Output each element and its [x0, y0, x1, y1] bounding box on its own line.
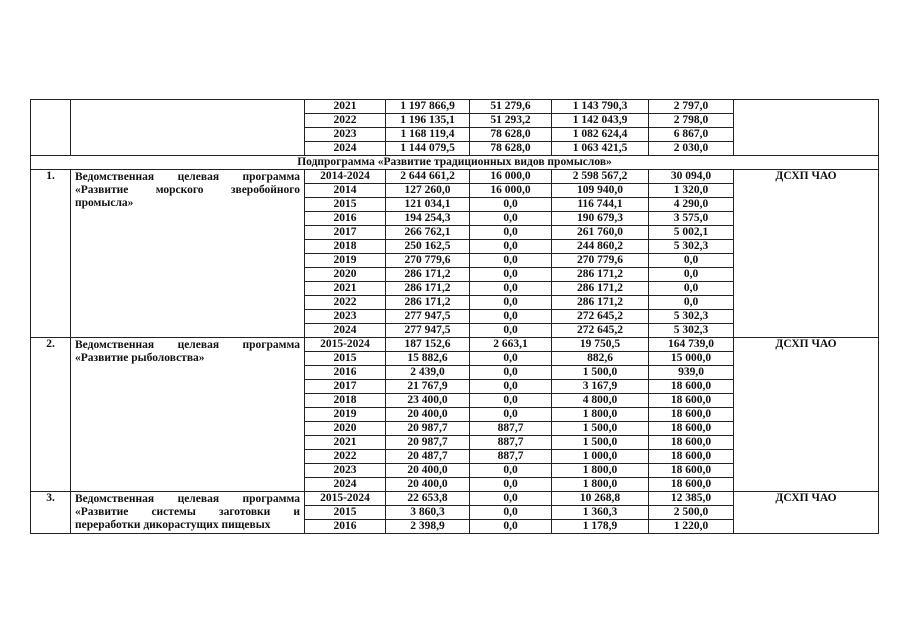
total-cell: 1 144 079,5: [386, 142, 470, 156]
regional-cell: 261 760,0: [552, 226, 649, 240]
total-cell: 121 034,1: [386, 198, 470, 212]
other-cell: 2 798,0: [649, 114, 734, 128]
year-cell: 2023: [305, 128, 386, 142]
year-cell: 2023: [305, 310, 386, 324]
regional-cell: 1 800,0: [552, 408, 649, 422]
federal-cell: 887,7: [470, 450, 552, 464]
federal-cell: 0,0: [470, 324, 552, 338]
regional-cell: 2 598 567,2: [552, 170, 649, 184]
year-cell: 2015: [305, 198, 386, 212]
federal-cell: 0,0: [470, 226, 552, 240]
federal-cell: 0,0: [470, 408, 552, 422]
total-cell: 15 882,6: [386, 352, 470, 366]
other-cell: 6 867,0: [649, 128, 734, 142]
federal-cell: 16 000,0: [470, 184, 552, 198]
total-cell: 3 860,3: [386, 506, 470, 520]
number-cell: [31, 100, 71, 156]
total-cell: 2 439,0: [386, 366, 470, 380]
year-cell: 2024: [305, 142, 386, 156]
regional-cell: 1 143 790,3: [552, 100, 649, 114]
year-cell: 2016: [305, 212, 386, 226]
total-cell: 21 767,9: [386, 380, 470, 394]
federal-cell: 0,0: [470, 464, 552, 478]
regional-cell: 116 744,1: [552, 198, 649, 212]
federal-cell: 0,0: [470, 520, 552, 534]
regional-cell: 1 142 043,9: [552, 114, 649, 128]
table-body: [31, 100, 879, 534]
regional-cell: 1 063 421,5: [552, 142, 649, 156]
federal-cell: 78 628,0: [470, 142, 552, 156]
regional-cell: 1 360,3: [552, 506, 649, 520]
federal-cell: 0,0: [470, 492, 552, 506]
other-cell: 18 600,0: [649, 436, 734, 450]
regional-cell: 1 800,0: [552, 464, 649, 478]
total-cell: 1 168 119,4: [386, 128, 470, 142]
program-executor: ДСХП ЧАО: [734, 170, 879, 338]
year-cell: 2019: [305, 408, 386, 422]
regional-cell: 272 645,2: [552, 310, 649, 324]
regional-cell: 3 167,9: [552, 380, 649, 394]
program-number: 3.: [31, 492, 71, 534]
year-cell: 2024: [305, 324, 386, 338]
other-cell: 1 220,0: [649, 520, 734, 534]
federal-cell: 0,0: [470, 506, 552, 520]
total-cell: 194 254,3: [386, 212, 470, 226]
year-cell: 2023: [305, 464, 386, 478]
other-cell: 2 797,0: [649, 100, 734, 114]
other-cell: 1 320,0: [649, 184, 734, 198]
subprogram-row: [31, 156, 879, 170]
program-name-cell: [71, 100, 305, 156]
other-cell: 18 600,0: [649, 450, 734, 464]
other-cell: 939,0: [649, 366, 734, 380]
program-name: Ведомственная целевая программа «Развитие рыболовства»: [71, 338, 305, 492]
regional-cell: 109 940,0: [552, 184, 649, 198]
regional-cell: 4 800,0: [552, 394, 649, 408]
total-cell: 2 644 661,2: [386, 170, 470, 184]
federal-cell: 0,0: [470, 198, 552, 212]
other-cell: 0,0: [649, 282, 734, 296]
subprogram-title: Подпрограмма «Развитие традиционных видов промыслов»: [31, 156, 879, 170]
total-cell: 127 260,0: [386, 184, 470, 198]
total-cell: 20 987,7: [386, 436, 470, 450]
total-cell: 266 762,1: [386, 226, 470, 240]
year-cell: 2021: [305, 436, 386, 450]
federal-cell: 2 663,1: [470, 338, 552, 352]
other-cell: 12 385,0: [649, 492, 734, 506]
regional-cell: 286 171,2: [552, 296, 649, 310]
federal-cell: 16 000,0: [470, 170, 552, 184]
federal-cell: 887,7: [470, 436, 552, 450]
year-cell: 2020: [305, 422, 386, 436]
total-cell: 187 152,6: [386, 338, 470, 352]
executor-cell: [734, 100, 879, 156]
other-cell: 18 600,0: [649, 464, 734, 478]
year-cell: 2016: [305, 520, 386, 534]
other-cell: 18 600,0: [649, 394, 734, 408]
year-cell: 2021: [305, 282, 386, 296]
table-row: [31, 338, 879, 352]
other-cell: 3 575,0: [649, 212, 734, 226]
program-name: Ведомственная целевая программа «Развитие морского зверобойного промысла»: [71, 170, 305, 338]
federal-cell: 887,7: [470, 422, 552, 436]
total-cell: 250 162,5: [386, 240, 470, 254]
total-cell: 286 171,2: [386, 296, 470, 310]
table-row: [31, 492, 879, 506]
other-cell: 2 500,0: [649, 506, 734, 520]
other-cell: 18 600,0: [649, 422, 734, 436]
other-cell: 15 000,0: [649, 352, 734, 366]
year-cell: 2015-2024: [305, 492, 386, 506]
regional-cell: 882,6: [552, 352, 649, 366]
federal-cell: 0,0: [470, 394, 552, 408]
total-cell: 20 487,7: [386, 450, 470, 464]
program-name: Ведомственная целевая программа «Развитие системы заготовки и переработки дикорастущих пищевых: [71, 492, 305, 534]
total-cell: 22 653,8: [386, 492, 470, 506]
regional-cell: 286 171,2: [552, 282, 649, 296]
year-cell: 2024: [305, 478, 386, 492]
regional-cell: 190 679,3: [552, 212, 649, 226]
other-cell: 0,0: [649, 268, 734, 282]
total-cell: 20 400,0: [386, 464, 470, 478]
federal-cell: 0,0: [470, 254, 552, 268]
year-cell: 2020: [305, 268, 386, 282]
federal-cell: 0,0: [470, 268, 552, 282]
federal-cell: 0,0: [470, 366, 552, 380]
year-cell: 2015-2024: [305, 338, 386, 352]
year-cell: 2017: [305, 226, 386, 240]
year-cell: 2017: [305, 380, 386, 394]
regional-cell: 1 800,0: [552, 478, 649, 492]
program-number: 1.: [31, 170, 71, 338]
other-cell: 5 302,3: [649, 324, 734, 338]
regional-cell: 272 645,2: [552, 324, 649, 338]
regional-cell: 1 178,9: [552, 520, 649, 534]
table-row: [31, 170, 879, 184]
other-cell: 30 094,0: [649, 170, 734, 184]
federal-cell: 51 279,6: [470, 100, 552, 114]
year-cell: 2019: [305, 254, 386, 268]
year-cell: 2016: [305, 366, 386, 380]
total-cell: 1 197 866,9: [386, 100, 470, 114]
federal-cell: 0,0: [470, 282, 552, 296]
year-cell: 2015: [305, 352, 386, 366]
other-cell: 164 739,0: [649, 338, 734, 352]
federal-cell: 0,0: [470, 240, 552, 254]
total-cell: 20 987,7: [386, 422, 470, 436]
federal-cell: 78 628,0: [470, 128, 552, 142]
total-cell: 286 171,2: [386, 282, 470, 296]
total-cell: 270 779,6: [386, 254, 470, 268]
regional-cell: 244 860,2: [552, 240, 649, 254]
total-cell: 286 171,2: [386, 268, 470, 282]
program-executor: ДСХП ЧАО: [734, 492, 879, 534]
year-cell: 2018: [305, 240, 386, 254]
federal-cell: 0,0: [470, 212, 552, 226]
total-cell: 20 400,0: [386, 478, 470, 492]
regional-cell: 270 779,6: [552, 254, 649, 268]
other-cell: 0,0: [649, 254, 734, 268]
federal-cell: 0,0: [470, 380, 552, 394]
year-cell: 2014: [305, 184, 386, 198]
year-cell: 2022: [305, 450, 386, 464]
budget-table: [30, 99, 879, 534]
total-cell: 20 400,0: [386, 408, 470, 422]
program-number: 2.: [31, 338, 71, 492]
year-cell: 2014-2024: [305, 170, 386, 184]
table-row: [31, 100, 879, 114]
other-cell: 4 290,0: [649, 198, 734, 212]
federal-cell: 0,0: [470, 478, 552, 492]
other-cell: 18 600,0: [649, 408, 734, 422]
total-cell: 23 400,0: [386, 394, 470, 408]
regional-cell: 1 000,0: [552, 450, 649, 464]
total-cell: 277 947,5: [386, 324, 470, 338]
regional-cell: 1 500,0: [552, 436, 649, 450]
regional-cell: 1 500,0: [552, 366, 649, 380]
other-cell: 18 600,0: [649, 380, 734, 394]
other-cell: 18 600,0: [649, 478, 734, 492]
total-cell: 1 196 135,1: [386, 114, 470, 128]
federal-cell: 0,0: [470, 352, 552, 366]
federal-cell: 51 293,2: [470, 114, 552, 128]
other-cell: 5 302,3: [649, 240, 734, 254]
federal-cell: 0,0: [470, 310, 552, 324]
other-cell: 5 002,1: [649, 226, 734, 240]
regional-cell: 19 750,5: [552, 338, 649, 352]
year-cell: 2015: [305, 506, 386, 520]
regional-cell: 286 171,2: [552, 268, 649, 282]
regional-cell: 1 082 624,4: [552, 128, 649, 142]
regional-cell: 10 268,8: [552, 492, 649, 506]
program-executor: ДСХП ЧАО: [734, 338, 879, 492]
federal-cell: 0,0: [470, 296, 552, 310]
year-cell: 2022: [305, 296, 386, 310]
other-cell: 0,0: [649, 296, 734, 310]
year-cell: 2018: [305, 394, 386, 408]
total-cell: 2 398,9: [386, 520, 470, 534]
total-cell: 277 947,5: [386, 310, 470, 324]
year-cell: 2022: [305, 114, 386, 128]
regional-cell: 1 500,0: [552, 422, 649, 436]
other-cell: 5 302,3: [649, 310, 734, 324]
other-cell: 2 030,0: [649, 142, 734, 156]
year-cell: 2021: [305, 100, 386, 114]
